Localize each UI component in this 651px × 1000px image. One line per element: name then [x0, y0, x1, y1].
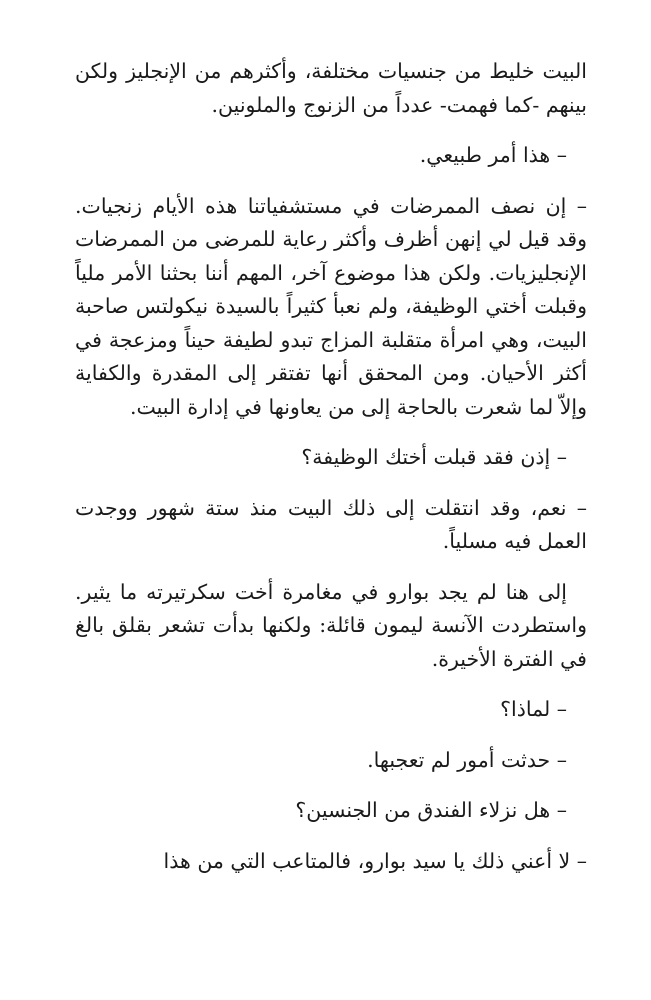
- paragraph-residents: البيت خليط من جنسيات مختلفة، وأكثرهم من الإنجليز ولكن بينهم -كما فهمت- عدداً من الزنوج والملونين.: [75, 59, 587, 117]
- paragraph-poirot: إلى هنا لم يجد بوارو في مغامرة أخت سكرتيرته ما يثير. واستطردت الآنسة ليمون قائلة: ولكنها بدأت تشعر بقلق بالغ في الفترة الأخيرة.: [75, 579, 587, 671]
- dialogue-accepted-job: – إذن فقد قبلت أختك الوظيفة؟: [301, 445, 567, 469]
- dialogue-things-happened: – حدثت أمور لم تعجبها.: [367, 747, 567, 772]
- paragraph-nurses: – إن نصف الممرضات في مستشفياتنا هذه الأيام زنجيات. وقد قيل لي إنهن أظرف وأكثر رعاية للمرضى من الممرضات الإنجليزيات. ولكن هذا موضوع آخر، المهم أننا بحثنا الأمر ملياً وقبلت أختي الوظيفة، ولم نعبأ كثيراً بالسيدة نيكولتس صاحبة البيت، وهي امرأة متقلبة المزاج تبدو لطيفة حيناً ومزعجة في أكثر الأحيان. ومن المحقق أنها تفتقر إلى المقدرة والكفاية وإلاّ لما شعرت بالحاجة إلى من يعاونها في إدارة البيت.: [75, 193, 587, 419]
- dialogue-why: – لماذا؟: [500, 697, 567, 721]
- dialogue-moved-in: – نعم، وقد انتقلت إلى ذلك البيت منذ ستة شهور ووجدت العمل فيه مسلياً.: [75, 495, 587, 553]
- book-page: [75, 55, 587, 895]
- dialogue-natural: – هذا أمر طبيعي.: [419, 143, 567, 167]
- dialogue-not-that: – لا أعني ذلك يا سيد بوارو، فالمتاعب التي من هذا: [163, 848, 587, 873]
- dialogue-guests-genders: – هل نزلاء الفندق من الجنسين؟: [295, 798, 567, 822]
